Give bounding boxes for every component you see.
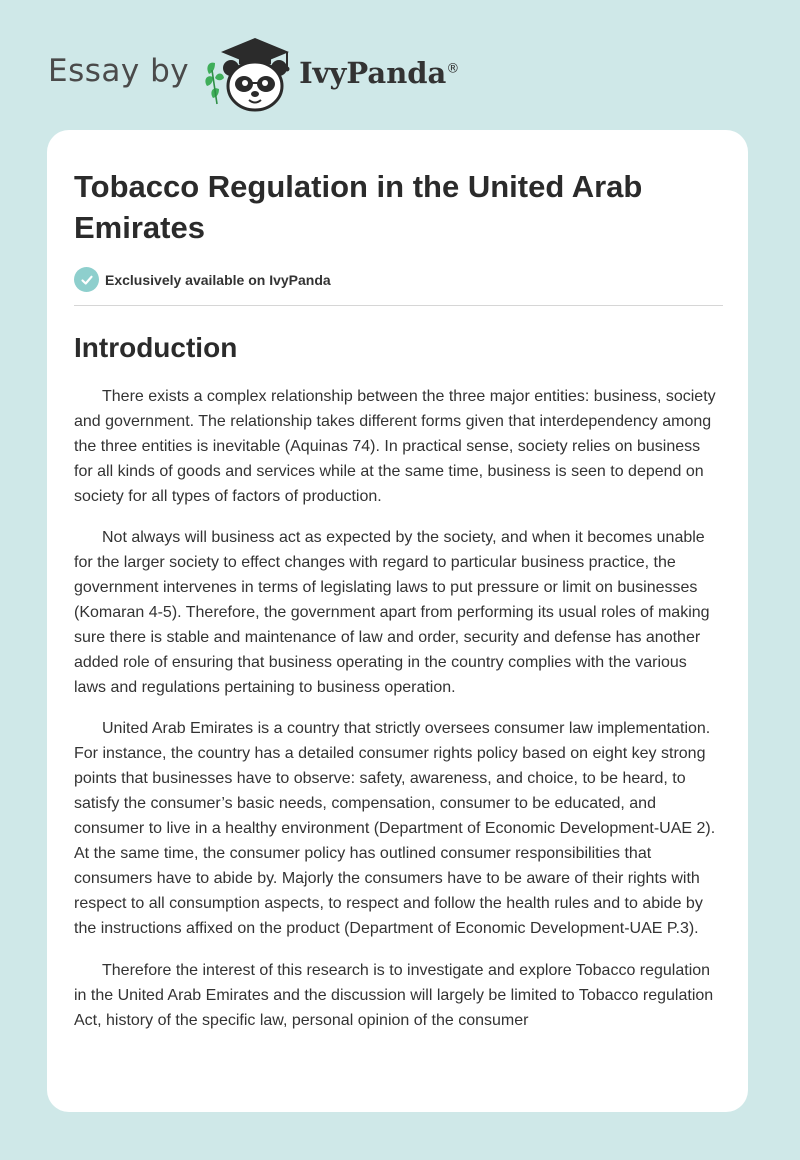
brand-name[interactable]: IvyPanda®: [299, 56, 460, 90]
panda-graduate-icon[interactable]: [203, 34, 295, 114]
check-circle-icon: [74, 267, 99, 292]
site-header: [48, 34, 459, 114]
registered-mark: ®: [446, 61, 460, 77]
page-title: Tobacco Regulation in the United Arab Emirates: [74, 169, 643, 245]
essay-content: [74, 130, 723, 1033]
divider: [74, 305, 723, 306]
exclusive-badge: [74, 267, 723, 292]
badge-label: Exclusively available on IvyPanda: [105, 271, 331, 288]
paragraph: Not always will business act as expected by the society, and when it becomes unable for the larger society to effect changes with regard to particular business practice, the government intervenes in terms of legislating laws to put pressure or limit on businesses (Komaran 4-5). Therefore, the government apart from performing its usual roles of making sure there is stable and maintenance of law and order, security and defense has another added role of ensuring that business operating in the country complies with the various laws and regulations pertaining to business operation.: [74, 529, 710, 696]
paragraph: Therefore the interest of this research is to investigate and explore Tobacco regulation in the United Arab Emirates and the discussion will largely be limited to Tobacco regulation Act, history of the specific law, personal opinion of the consumer: [74, 962, 714, 1029]
paragraph: United Arab Emirates is a country that strictly oversees consumer law implementation. For instance, the country has a detailed consumer rights policy based on eight key strong points that businesses have to observe: safety, awareness, and choice, to be heard, to satisfy the consumer’s basic needs, compensation, consumer to be educated, and consumer to live in a healthy environment (Department of Economic Development-UAE 2). At the same time, the consumer policy has outlined consumer responsibilities that consumers have to abide by. Majorly the consumers have to be aware of their rights with respect to all consumption aspects, to respect and follow the health rules and to abide by the instructions affixed on the product (Department of Economic Development-UAE P.3).: [74, 720, 716, 937]
paragraph: There exists a complex relationship between the three major entities: business, society and government. The relationship takes different forms given that interdependency among the three entities is inevitable (Aquinas 74). In practical sense, society relies on business for all kinds of goods and services while at the same time, business is seen to depend on society for all types of factors of production.: [74, 388, 716, 505]
section-heading: Introduction: [74, 332, 238, 363]
brand-prefix: Essay by: [48, 53, 190, 89]
essay-card: [47, 130, 748, 1112]
